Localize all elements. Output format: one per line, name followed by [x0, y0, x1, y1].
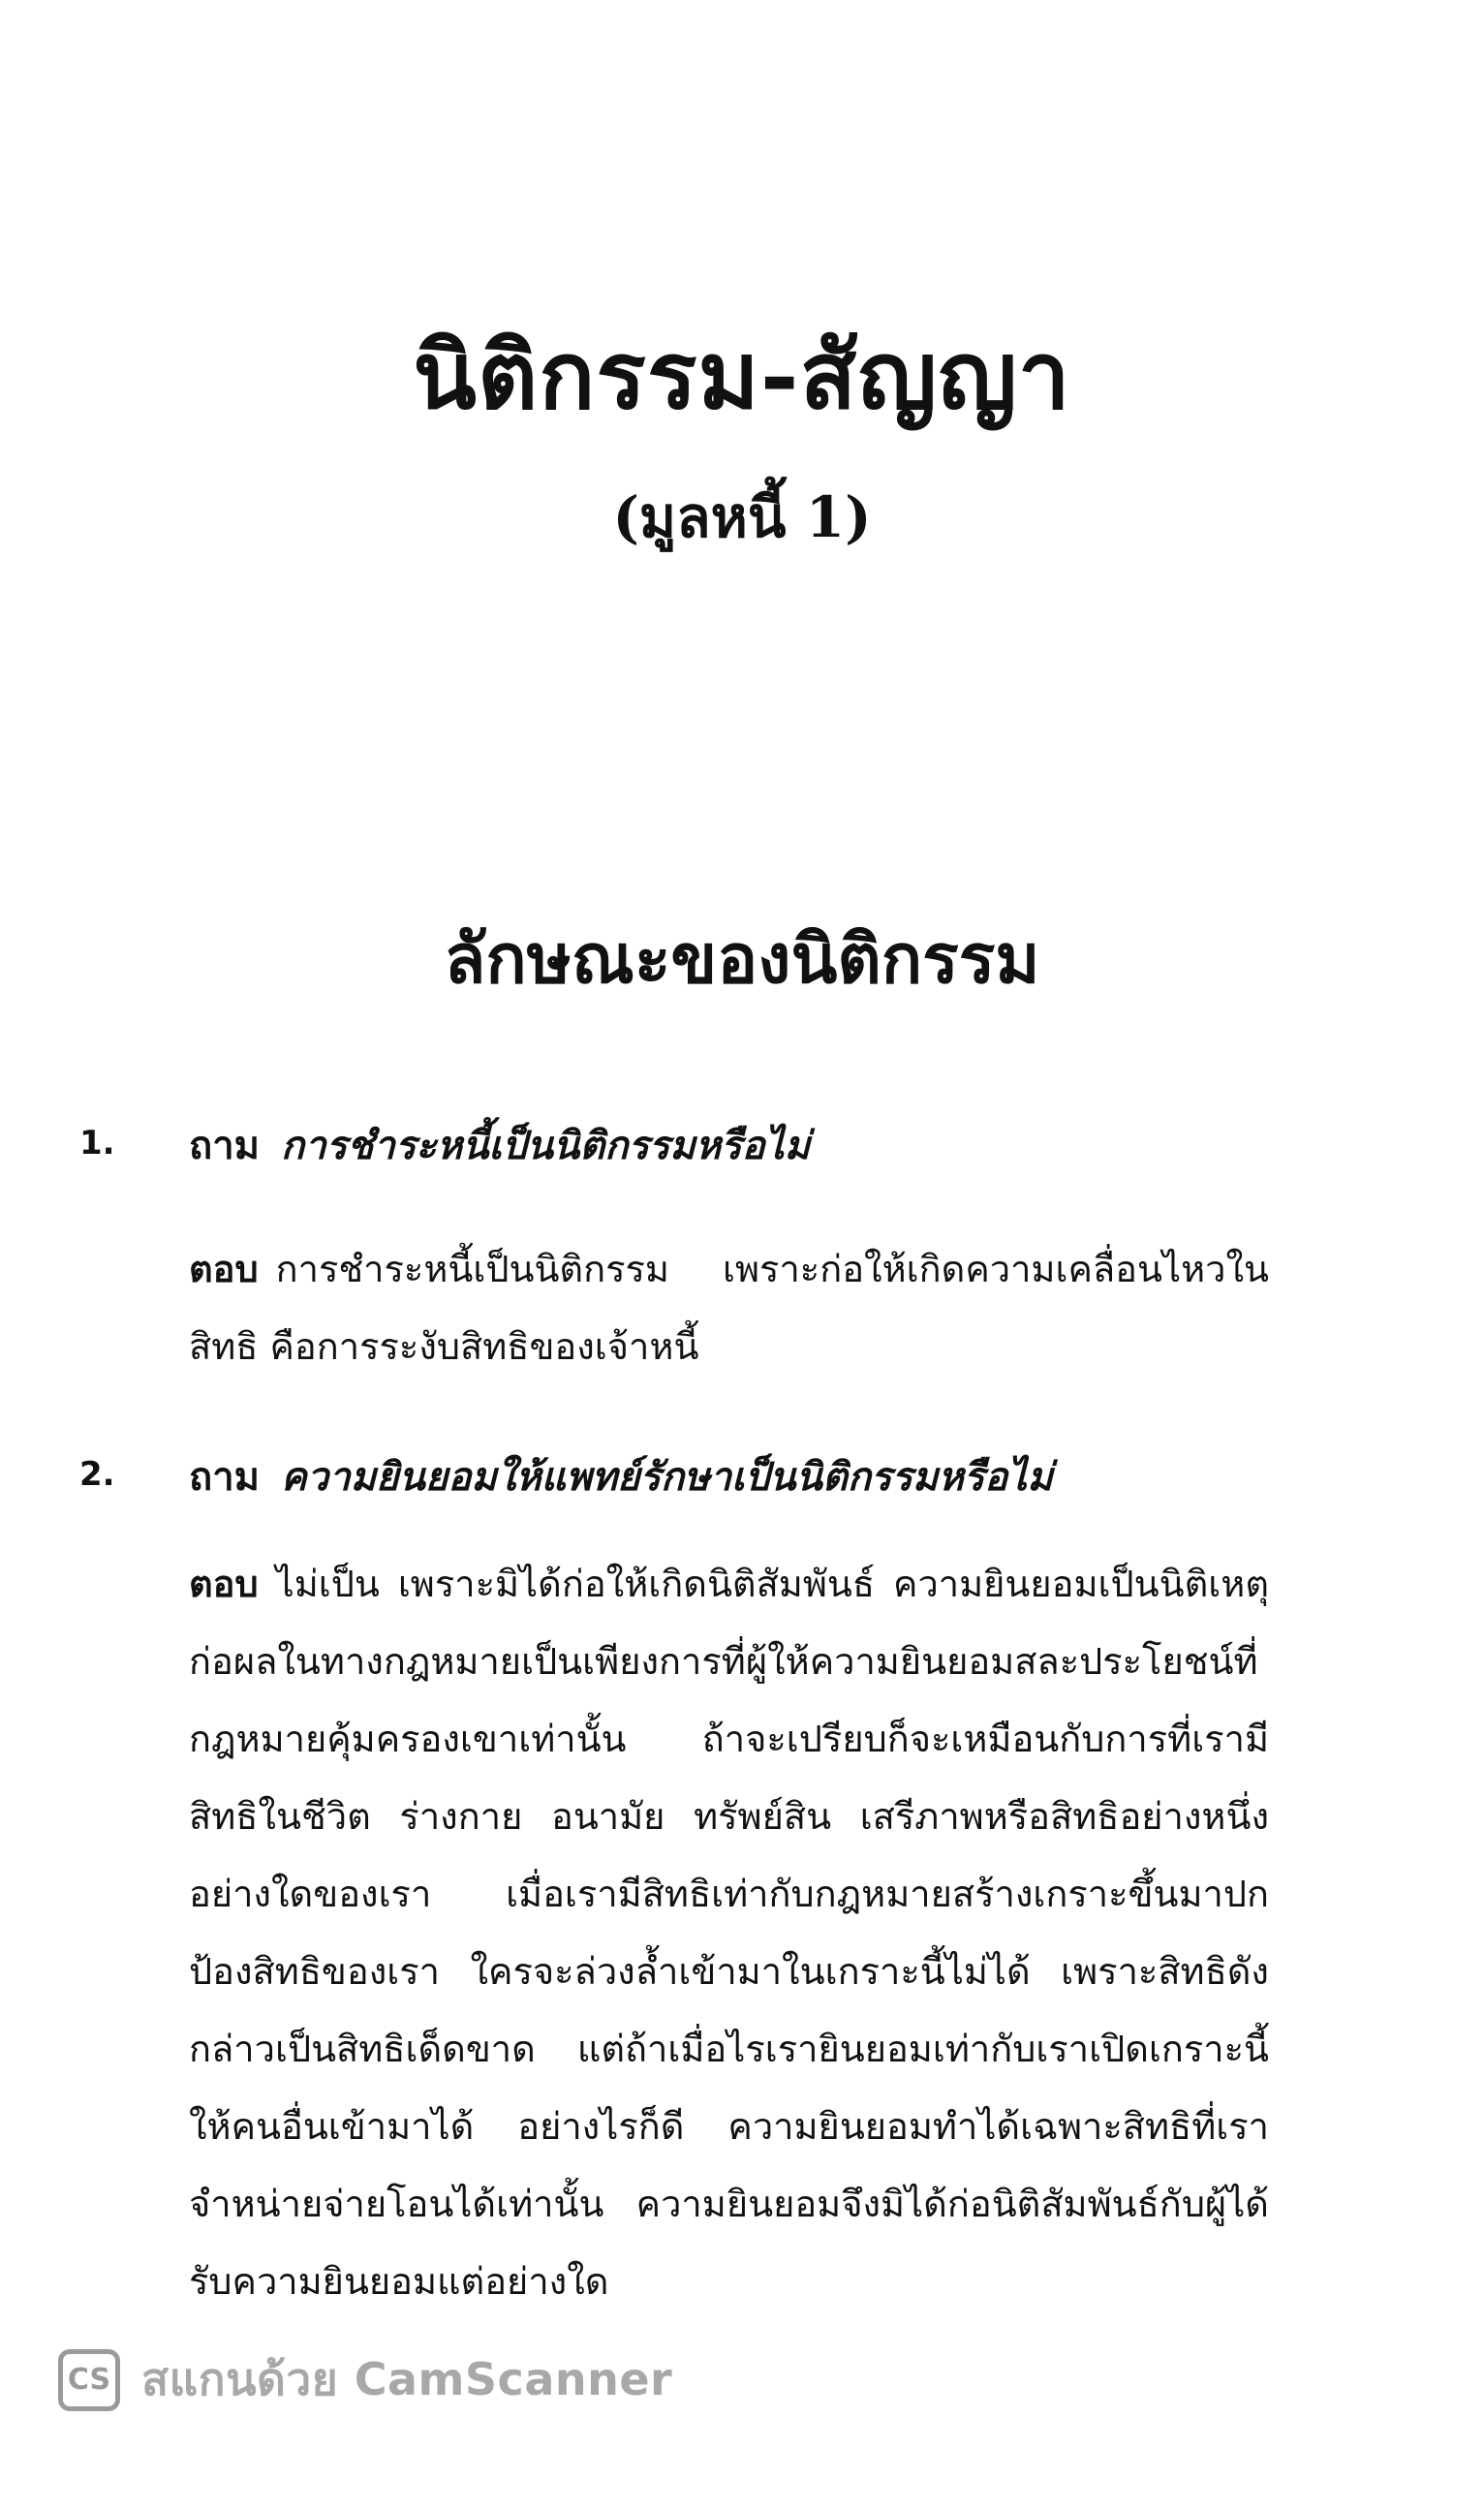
question-text: การชำระหนี้เป็นนิติกรรมหรือไม่: [281, 1124, 811, 1168]
question-label: ถาม: [189, 1455, 261, 1500]
question-number: 1.: [79, 1124, 115, 1162]
camscanner-watermark: [58, 2344, 672, 2415]
page-title: นิติกรรม-สัญญา: [413, 321, 1071, 430]
page-subtitle: (มูลหนี้ 1): [612, 484, 872, 550]
camscanner-logo-icon: CS: [58, 2349, 120, 2411]
answer-paragraph: [189, 1230, 1269, 1385]
question-label: ถาม: [189, 1124, 261, 1168]
answer-text: ไม่เป็น เพราะมิได้ก่อให้เกิดนิติสัมพันธ์ ความยินยอมเป็นนิติเหตุ ก่อผลในทางกฎหมายเป็นเพียงการที่ผู้ให้ความยินยอมสละประโยชน์ที่กฎหมายคุ้มครองเขาเท่านั้น ถ้าจะเปรียบก็จะเหมือนกับการที่เรามีสิทธิในชีวิต ร่างกาย อนามัย ทรัพย์สิน เสรีภาพหรือสิทธิอย่างหนึ่งอย่างใดของเรา เมื่อเรามีสิทธิเท่ากับกฎหมายสร้างเกราะขึ้นมาปกป้องสิทธิของเรา ใครจะล่วงล้ำเข้ามาในเกราะนี้ไม่ได้ เพราะสิทธิดังกล่าวเป็นสิทธิเด็ดขาด แต่ถ้าเมื่อไรเรายินยอมเท่ากับเราเปิดเกราะนี้ให้คนอื่นเข้ามาได้ อย่างไรก็ดี ความยินยอมทำได้เฉพาะสิทธิที่เราจำหน่ายจ่ายโอนได้เท่านั้น ความยินยอมจึงมิได้ก่อนิติสัมพันธ์กับผู้ได้รับความยินยอมแต่อย่างใด: [189, 1563, 1269, 2303]
section-heading: ลักษณะของนิติกรรม: [444, 918, 1040, 999]
question-line: [189, 1445, 1053, 1507]
answer-label: ตอบ: [189, 1563, 259, 1605]
answer-paragraph: [189, 1545, 1269, 2320]
question-line: [189, 1114, 810, 1176]
answer-text: การชำระหนี้เป็นนิติกรรม เพราะก่อให้เกิดความเคลื่อนไหวในสิทธิ คือการระงับสิทธิของเจ้าหนี้: [189, 1248, 1269, 1368]
question-text: ความยินยอมให้แพทย์รักษาเป็นนิติกรรมหรือไม่: [281, 1455, 1053, 1500]
watermark-text: สแกนด้วย CamScanner: [141, 2353, 673, 2405]
question-number: 2.: [79, 1455, 115, 1494]
answer-label: ตอบ: [189, 1248, 259, 1290]
